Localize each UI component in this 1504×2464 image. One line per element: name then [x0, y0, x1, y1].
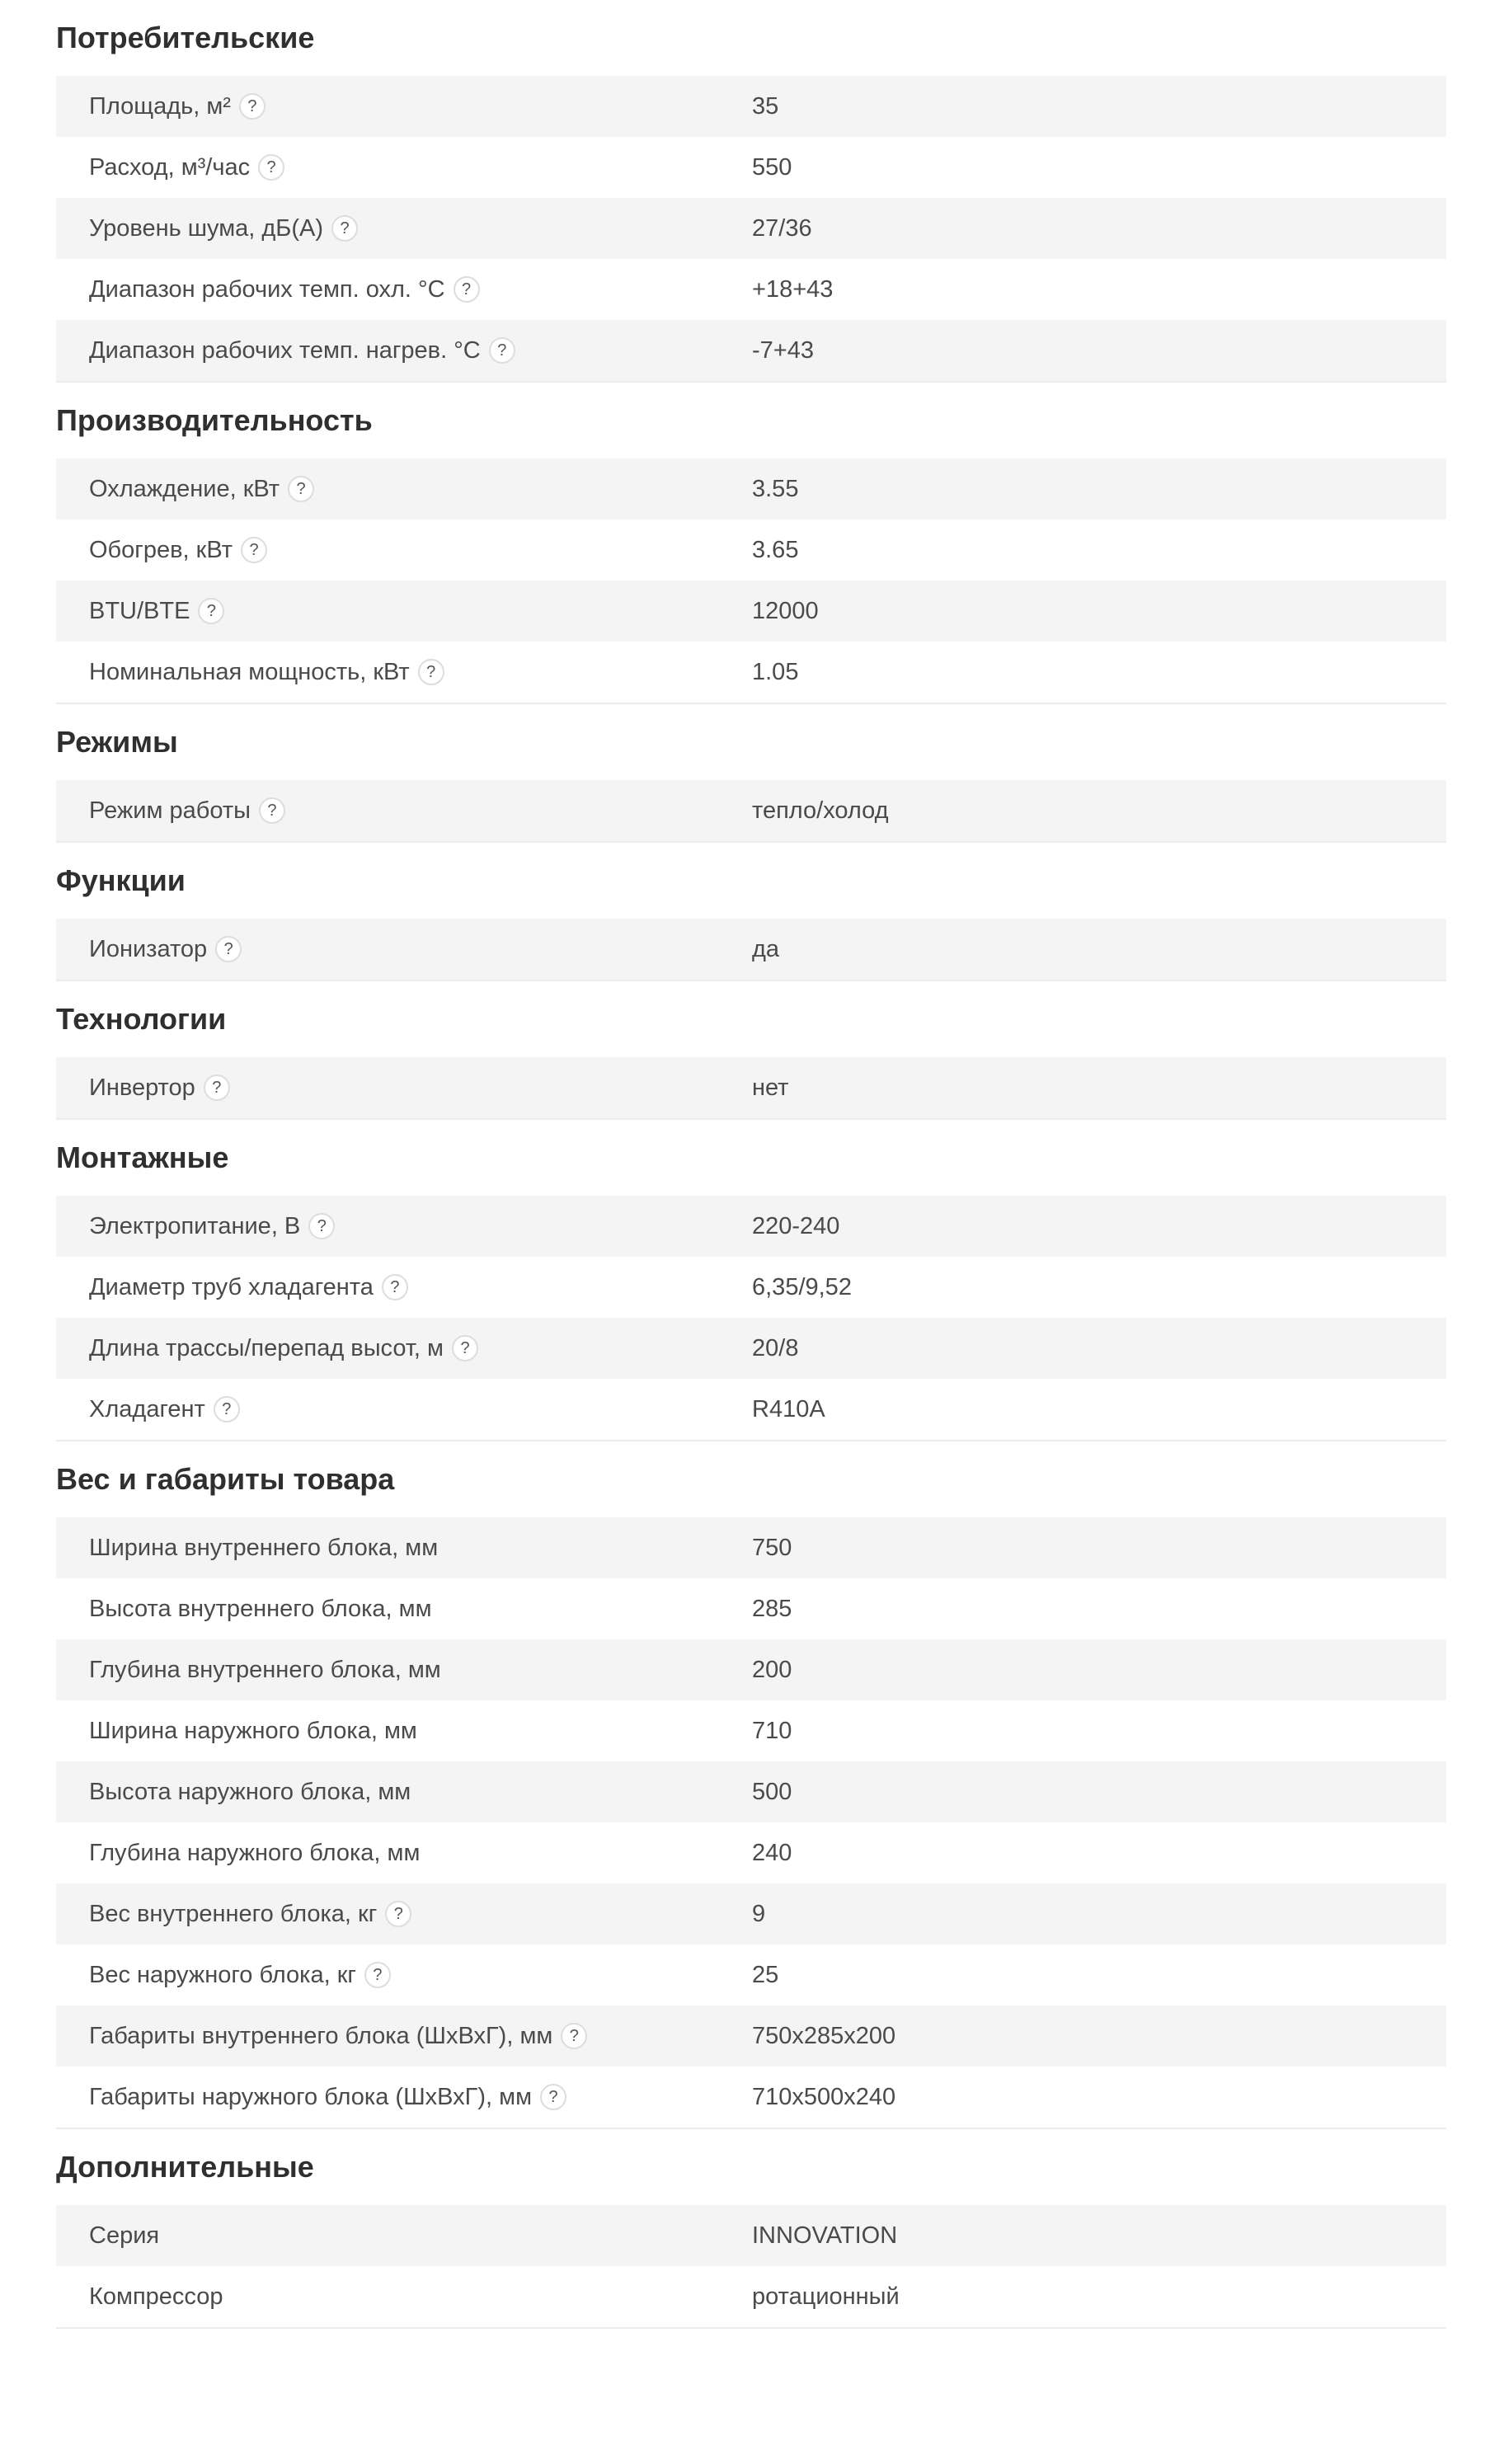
- spec-name-cell: [56, 93, 752, 120]
- spec-row: [56, 1257, 1446, 1318]
- spec-value: нет: [752, 1074, 789, 1101]
- question-mark-icon[interactable]: ?: [215, 936, 242, 962]
- question-mark-icon[interactable]: ?: [452, 1335, 478, 1361]
- spec-row: [56, 198, 1446, 259]
- spec-name: Ширина наружного блока, мм: [89, 1717, 417, 1744]
- section-title: Потребительские: [56, 21, 315, 54]
- spec-name: Компрессор: [89, 2283, 223, 2310]
- specifications-list: [56, 0, 1446, 2329]
- spec-name: Глубина наружного блока, мм: [89, 1839, 421, 1866]
- spec-name-cell: [56, 215, 752, 242]
- spec-value: 240: [752, 1839, 792, 1866]
- spec-name: BTU/BTE: [89, 597, 190, 624]
- question-mark-icon[interactable]: ?: [561, 2023, 587, 2049]
- spec-section: [56, 383, 1446, 704]
- spec-name-cell: [56, 2283, 752, 2311]
- spec-name-cell: [56, 659, 752, 686]
- spec-row: [56, 1639, 1446, 1700]
- spec-row: [56, 1578, 1446, 1639]
- spec-name-cell: [56, 1074, 752, 1102]
- spec-value: +18+43: [752, 275, 834, 303]
- spec-name: Длина трассы/перепад высот, м: [89, 1334, 444, 1361]
- section-title: Режимы: [56, 725, 178, 759]
- question-mark-icon[interactable]: ?: [288, 476, 314, 502]
- spec-value: да: [752, 935, 780, 962]
- spec-name-cell: [56, 598, 752, 625]
- spec-row: [56, 1883, 1446, 1944]
- spec-table: [56, 458, 1446, 704]
- spec-table: [56, 1196, 1446, 1441]
- question-mark-icon[interactable]: ?: [239, 93, 266, 120]
- spec-row: [56, 1318, 1446, 1379]
- spec-name: Высота внутреннего блока, мм: [89, 1595, 432, 1622]
- spec-value: 550: [752, 153, 792, 181]
- spec-value: 27/36: [752, 214, 812, 242]
- spec-name-cell: [56, 1535, 752, 1562]
- spec-name: Глубина внутреннего блока, мм: [89, 1656, 441, 1683]
- spec-value: INNOVATION: [752, 2222, 898, 2249]
- spec-name-cell: [56, 1213, 752, 1240]
- spec-row: [56, 1822, 1446, 1883]
- spec-row: [56, 1700, 1446, 1761]
- question-mark-icon[interactable]: ?: [454, 276, 480, 303]
- spec-name-cell: [56, 936, 752, 963]
- spec-row: [56, 581, 1446, 642]
- section-title: Вес и габариты товара: [56, 1462, 395, 1496]
- section-title: Монтажные: [56, 1140, 229, 1174]
- spec-value: R410A: [752, 1395, 825, 1422]
- spec-name: Охлаждение, кВт: [89, 475, 280, 502]
- spec-row: [56, 642, 1446, 703]
- spec-name-cell: [56, 276, 752, 303]
- spec-value: 6,35/9,52: [752, 1273, 852, 1300]
- spec-row: [56, 2266, 1446, 2327]
- spec-name: Вес внутреннего блока, кг: [89, 1900, 378, 1927]
- spec-value: 285: [752, 1595, 792, 1622]
- spec-value: 750: [752, 1534, 792, 1561]
- section-title: Функции: [56, 863, 186, 897]
- spec-table: [56, 919, 1446, 981]
- question-mark-icon[interactable]: ?: [214, 1396, 240, 1422]
- section-title: Дополнительные: [56, 2150, 314, 2184]
- spec-name: Обогрев, кВт: [89, 536, 233, 563]
- question-mark-icon[interactable]: ?: [198, 598, 224, 624]
- spec-name-cell: [56, 1901, 752, 1928]
- spec-row: [56, 780, 1446, 841]
- spec-row: [56, 919, 1446, 980]
- question-mark-icon[interactable]: ?: [308, 1213, 335, 1239]
- spec-value: -7+43: [752, 336, 814, 364]
- spec-name-cell: [56, 154, 752, 181]
- section-title: Технологии: [56, 1002, 227, 1036]
- spec-value: 710: [752, 1717, 792, 1744]
- spec-name-cell: [56, 1274, 752, 1301]
- spec-name: Высота наружного блока, мм: [89, 1778, 411, 1805]
- question-mark-icon[interactable]: ?: [382, 1274, 408, 1300]
- spec-section: [56, 704, 1446, 843]
- spec-row: [56, 259, 1446, 320]
- question-mark-icon[interactable]: ?: [204, 1074, 230, 1101]
- spec-value: 9: [752, 1900, 766, 1927]
- spec-value: 3.65: [752, 536, 799, 563]
- spec-name-cell: [56, 1596, 752, 1623]
- spec-value: 3.55: [752, 475, 799, 502]
- spec-name-cell: [56, 1335, 752, 1362]
- spec-name-cell: [56, 1396, 752, 1423]
- spec-name: Ширина внутреннего блока, мм: [89, 1534, 439, 1561]
- spec-table: [56, 1517, 1446, 2129]
- spec-value: 710x500x240: [752, 2083, 896, 2110]
- question-mark-icon[interactable]: ?: [331, 215, 358, 242]
- question-mark-icon[interactable]: ?: [259, 797, 285, 824]
- spec-table: [56, 780, 1446, 843]
- spec-name: Серия: [89, 2222, 160, 2249]
- question-mark-icon[interactable]: ?: [258, 154, 284, 181]
- spec-value: 12000: [752, 597, 819, 624]
- spec-name: Электропитание, В: [89, 1212, 301, 1239]
- spec-name-cell: [56, 2023, 752, 2050]
- spec-name-cell: [56, 337, 752, 364]
- spec-name: Режим работы: [89, 797, 251, 824]
- spec-row: [56, 2205, 1446, 2266]
- spec-name: Диаметр труб хладагента: [89, 1273, 374, 1300]
- question-mark-icon[interactable]: ?: [418, 659, 444, 685]
- spec-value: 220-240: [752, 1212, 840, 1239]
- spec-value: 200: [752, 1656, 792, 1683]
- question-mark-icon[interactable]: ?: [385, 1901, 411, 1927]
- spec-row: [56, 320, 1446, 381]
- spec-value: 35: [752, 92, 779, 120]
- spec-name-cell: [56, 797, 752, 825]
- spec-name-cell: [56, 2222, 752, 2250]
- spec-row: [56, 2067, 1446, 2128]
- spec-name: Габариты внутреннего блока (ШхВхГ), мм: [89, 2022, 553, 2049]
- spec-name: Ионизатор: [89, 935, 208, 962]
- spec-section: [56, 843, 1446, 981]
- spec-section: [56, 1441, 1446, 2129]
- spec-name-cell: [56, 2084, 752, 2111]
- spec-section: [56, 1120, 1446, 1441]
- spec-value: тепло/холод: [752, 797, 889, 824]
- spec-row: [56, 458, 1446, 520]
- spec-name: Диапазон рабочих темп. охл. °C: [89, 275, 445, 303]
- spec-name-cell: [56, 1962, 752, 1989]
- spec-name-cell: [56, 1840, 752, 1867]
- spec-value: 1.05: [752, 658, 799, 685]
- spec-name: Уровень шума, дБ(А): [89, 214, 323, 242]
- spec-value: 25: [752, 1961, 779, 1988]
- question-mark-icon[interactable]: ?: [364, 1962, 391, 1988]
- spec-value: ротационный: [752, 2283, 900, 2310]
- spec-row: [56, 520, 1446, 581]
- spec-row: [56, 1196, 1446, 1257]
- spec-row: [56, 1517, 1446, 1578]
- question-mark-icon[interactable]: ?: [540, 2084, 566, 2110]
- spec-name-cell: [56, 1718, 752, 1745]
- spec-name: Габариты наружного блока (ШхВхГ), мм: [89, 2083, 533, 2110]
- spec-table: [56, 1057, 1446, 1120]
- spec-row: [56, 76, 1446, 137]
- spec-name: Расход, м³/час: [89, 153, 251, 181]
- spec-name-cell: [56, 476, 752, 503]
- spec-section: [56, 981, 1446, 1120]
- spec-name-cell: [56, 537, 752, 564]
- spec-row: [56, 2006, 1446, 2067]
- section-title: Производительность: [56, 403, 373, 437]
- spec-value: 750x285x200: [752, 2022, 896, 2049]
- spec-row: [56, 1379, 1446, 1440]
- spec-section: [56, 2129, 1446, 2329]
- spec-row: [56, 1761, 1446, 1822]
- spec-table: [56, 2205, 1446, 2329]
- spec-value: 500: [752, 1778, 792, 1805]
- question-mark-icon[interactable]: ?: [241, 537, 267, 563]
- spec-row: [56, 1057, 1446, 1118]
- spec-table: [56, 76, 1446, 383]
- spec-name: Площадь, м²: [89, 92, 231, 120]
- question-mark-icon[interactable]: ?: [489, 337, 515, 364]
- spec-value: 20/8: [752, 1334, 799, 1361]
- spec-name-cell: [56, 1657, 752, 1684]
- spec-name: Хладагент: [89, 1395, 205, 1422]
- spec-row: [56, 137, 1446, 198]
- spec-name: Вес наружного блока, кг: [89, 1961, 356, 1988]
- spec-section: [56, 0, 1446, 383]
- spec-row: [56, 1944, 1446, 2006]
- spec-name: Инвертор: [89, 1074, 195, 1101]
- spec-name-cell: [56, 1779, 752, 1806]
- spec-name: Номинальная мощность, кВт: [89, 658, 410, 685]
- spec-name: Диапазон рабочих темп. нагрев. °C: [89, 336, 481, 364]
